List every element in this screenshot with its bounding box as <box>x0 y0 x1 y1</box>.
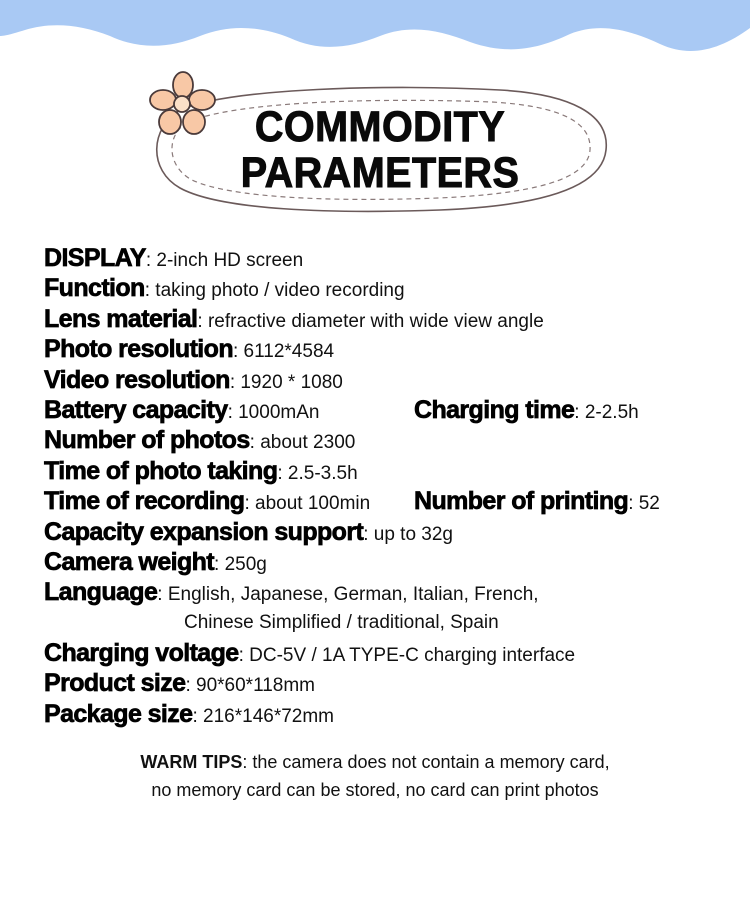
param-key: Lens material <box>44 304 198 333</box>
param-value: : 6112*4584 <box>233 341 335 363</box>
param-key: Charging time <box>414 395 575 424</box>
page-title <box>159 104 601 196</box>
tips-text-1: : the camera does not contain a memory card, <box>242 752 610 772</box>
param-value: : refractive diameter with wide view angle <box>197 310 544 332</box>
title-line-1: COMMODITY <box>254 103 506 151</box>
title-line-2: PARAMETERS <box>240 149 520 197</box>
param-key: Time of photo taking <box>44 456 278 485</box>
param-key: Camera weight <box>44 547 215 576</box>
warm-tips <box>0 748 750 804</box>
param-value: : 2-2.5h <box>574 401 639 423</box>
param-charging-time <box>414 395 639 429</box>
param-row-number-of-photos <box>44 425 734 455</box>
param-row-capacity-expansion <box>44 517 734 547</box>
param-key: Product size <box>44 669 186 698</box>
param-key: Photo resolution <box>44 335 233 364</box>
param-row-photo-resolution <box>44 334 734 364</box>
param-key: Number of photos <box>44 426 250 455</box>
param-value: : 216*146*72mm <box>192 705 335 727</box>
param-key: Charging voltage <box>44 639 239 668</box>
param-value: : 250g <box>214 553 267 575</box>
param-value: : taking photo / video recording <box>144 280 405 302</box>
param-key: Capacity expansion support <box>44 517 364 546</box>
param-value: : 90*60*118mm <box>185 675 316 697</box>
param-number-of-printing <box>414 486 660 520</box>
param-key: Language <box>44 578 158 607</box>
param-row-camera-weight <box>44 547 734 577</box>
param-key: Function <box>44 274 145 303</box>
tips-label: WARM TIPS <box>140 752 243 772</box>
param-row-charging-voltage <box>44 638 734 668</box>
parameter-list <box>44 243 734 729</box>
param-language-continuation: Chinese Simplified / traditional, Spain <box>184 611 499 633</box>
param-row-language <box>44 577 734 607</box>
param-value: : 1000mAn <box>227 401 320 423</box>
top-wave-decoration <box>0 0 750 70</box>
tips-line-1 <box>0 748 750 776</box>
param-value: : 2-inch HD screen <box>145 250 304 271</box>
param-value: : about 2300 <box>249 432 356 454</box>
param-row-lens-material <box>44 304 734 334</box>
param-value: : 2.5-3.5h <box>277 462 358 484</box>
param-row-function <box>44 273 734 303</box>
param-key: Time of recording <box>44 487 245 516</box>
param-row-time-of-photo-taking <box>44 456 734 486</box>
title-frame <box>140 70 620 230</box>
param-row-time-of-recording <box>44 486 734 516</box>
param-key: Video resolution <box>44 365 230 394</box>
param-key: Battery capacity <box>44 395 228 424</box>
param-value: : English, Japanese, German, Italian, French, <box>157 584 539 606</box>
param-value: : about 100min <box>244 493 371 515</box>
param-row-product-size <box>44 668 734 698</box>
param-value: : 52 <box>628 493 660 515</box>
param-row-package-size <box>44 699 734 729</box>
param-row-video-resolution <box>44 365 734 395</box>
param-key: DISPLAY <box>44 244 146 272</box>
param-row-battery-capacity <box>44 395 734 425</box>
param-value: : DC-5V / 1A TYPE-C charging interface <box>238 645 576 667</box>
param-value: : 1920 * 1080 <box>229 371 343 393</box>
tips-line-2: no memory card can be stored, no card can print photos <box>151 780 599 800</box>
param-value: : up to 32g <box>363 523 453 545</box>
param-key: Number of printing <box>414 487 629 516</box>
param-row-display <box>44 243 734 273</box>
param-key: Package size <box>44 699 193 728</box>
